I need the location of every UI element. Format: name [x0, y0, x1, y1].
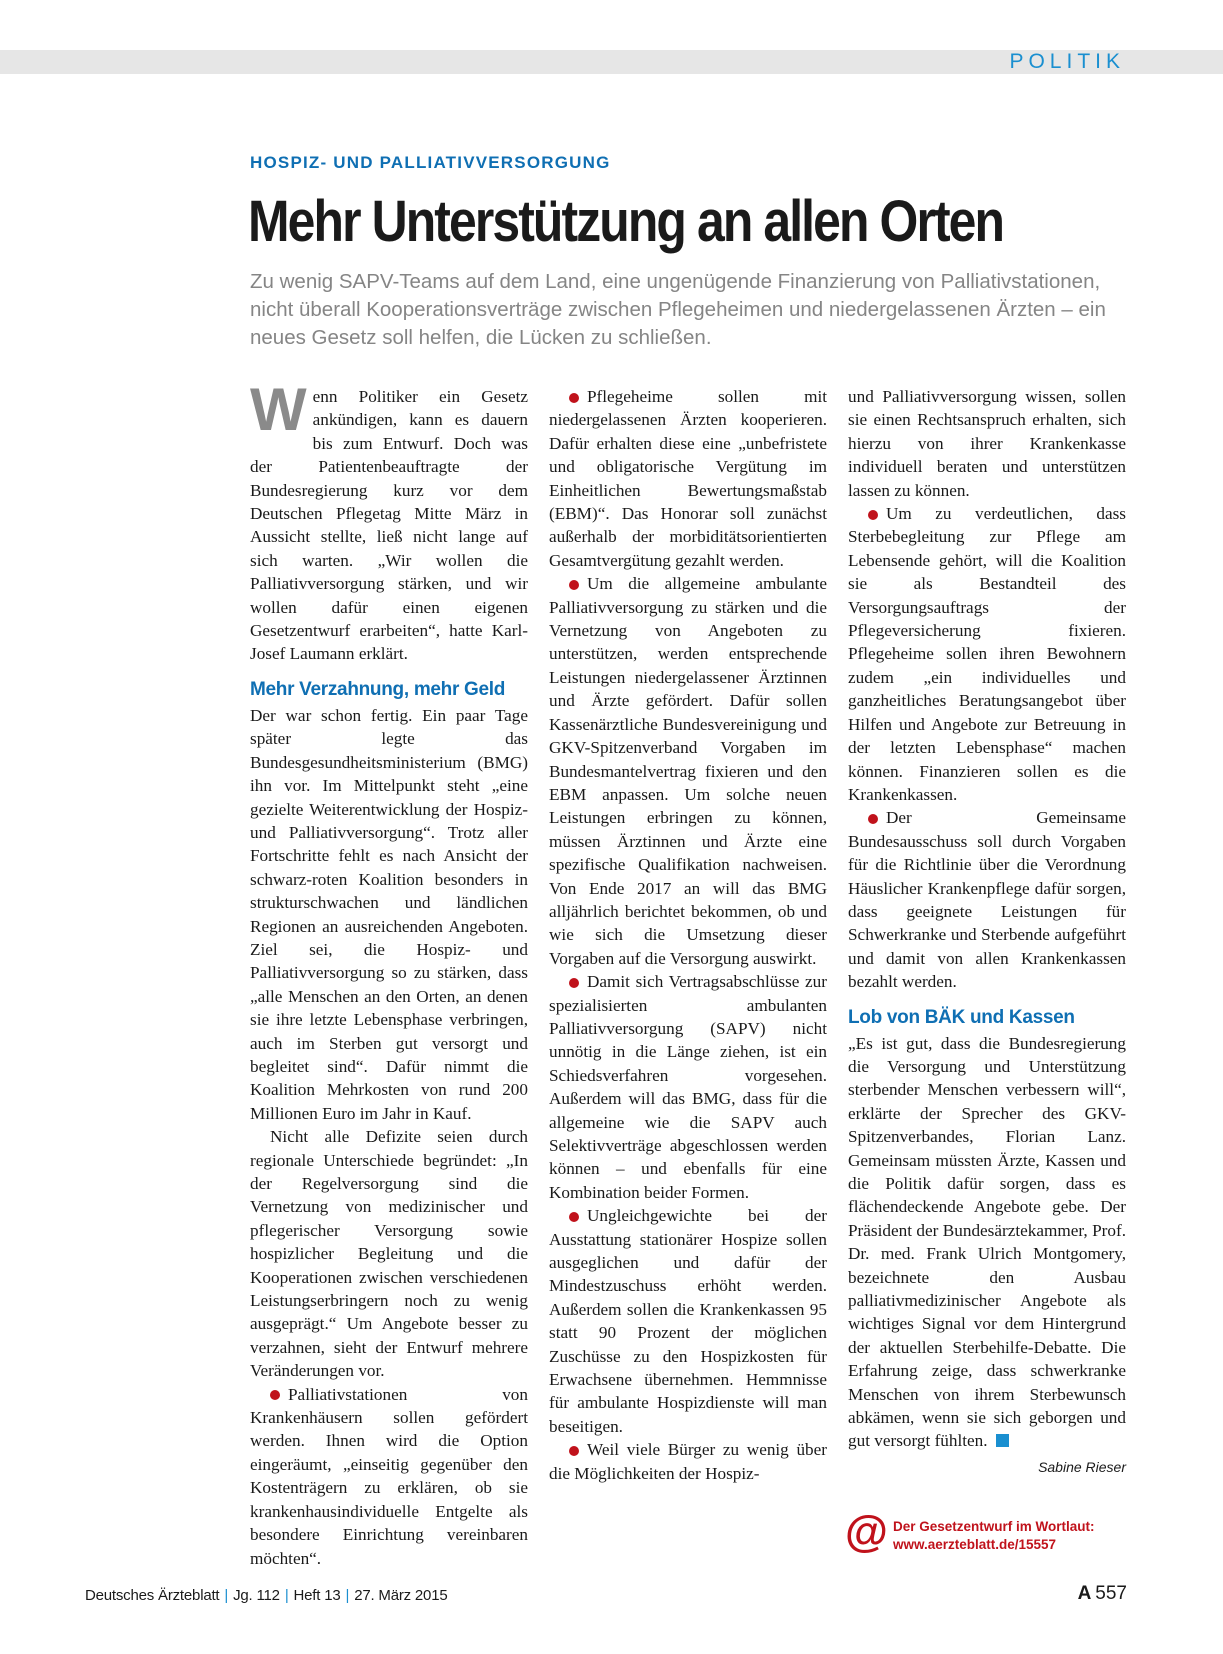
separator: | [284, 1587, 289, 1604]
page-number-value: 557 [1095, 1583, 1127, 1604]
bullet-icon [868, 814, 878, 824]
intro-text: enn Politiker ein Gesetz ankündigen, kann es dauern bis zum Entwurf. Doch was der Patientenbeauftragte der Bundesregierung kurz vor dem Deutschen Pflegetag Mitte März in Aussicht stellte, ließ nicht lange auf sich warten. „Wir wollen die Palliativversorgung stärken, und wir wollen dafür einen eigenen Gesetzentwurf erarbeiten“, hatte Karl-Josef Laumann erklärt. [250, 387, 528, 664]
bullet-item [848, 806, 1126, 993]
bullet-item [848, 502, 1126, 806]
drop-cap: W [250, 376, 307, 443]
bullet-text: Der Gemeinsame Bundesausschuss soll durch Vorgaben für die Richtlinie über die Verordnung Häuslicher Krankenpflege dafür sorgen, dass geeignete Leistungen für Schwerkranke und Sterbende aufgeführt und damit von allen Krankenkassen bezahlt werden. [848, 808, 1126, 992]
bullet-icon [569, 1212, 579, 1222]
bullet-item [549, 572, 827, 970]
end-mark-icon [996, 1434, 1009, 1447]
bullet-text: Damit sich Vertragsabschlüsse zur spezialisierten ambulanten Palliativversorgung (SAPV) nicht unnötig in die Länge ziehen, ist ein Schiedsverfahren vorgesehen. Außerdem will das BMG, dass für die allgemeine wie die SAPV auch Selektivverträge abgeschlossen werden können – und ebenfalls für eine Kombination beider Formen. [549, 972, 827, 1202]
bullet-text: Palliativstationen von Krankenhäusern sollen gefördert werden. Ihnen wird die Option eingeräumt, „einseitig gegenüber den Kostenträgern zu erklären, ob sie krankenhausindividuelle Entgelte als besondere Einrichtung vereinbaren möchten“. [250, 1384, 528, 1568]
body-paragraph: Der war schon fertig. Ein paar Tage später legte das Bundesgesundheitsministerium (BMG) ihn vor. Im Mittelpunkt steht „eine gezielte Weiterentwicklung der Hospiz- und Palliativversorgung“. Trotz aller Fortschritte fehlt es nach Ansicht der schwarz-roten Koalition besonders in strukturschwachen und ländlichen Regionen an ausreichenden Angeboten. Ziel sei, die Hospiz- und Palliativversorgung so zu stärken, dass „alle Menschen an den Orten, an denen sie ihre letzte Lebensphase verbringen, auch im Sterben gut versorgt und begleitet sind“. Dafür nimmt die Koalition Mehrkosten von rund 200 Millionen Euro im Jahr in Kauf. [250, 705, 528, 1123]
separator: | [345, 1587, 350, 1604]
closing-text: „Es ist gut, dass die Bundesregierung die Versorgung und Unterstützung sterbender Menschen verbessern will“, erklärte der Sprecher des GKV-Spitzenverbandes, Florian Lanz. Gemeinsam müssten Ärzte, Kassen und die Politik dafür sorgen, dass es flächendeckende Angebote gebe. Der Präsident der Bundesärztekammer, Prof. Dr. med. Frank Ulrich Montgomery, bezeichnete den Ausbau palliativmedizinischer Angebote als wichtiges Signal vor dem Hintergrund der aktuellen Sterbehilfe-Debatte. Die Erfahrung zeige, dass schwerkranke Menschen von ihrem Sterbewunsch abkämen, wenn sie sich geborgen und gut versorgt fühlten. [848, 1033, 1126, 1451]
article-kicker: HOSPIZ- UND PALLIATIVVERSORGUNG [250, 153, 611, 172]
separator: | [224, 1587, 229, 1604]
journal-issue: Heft 13 [293, 1587, 341, 1604]
issue-date: 27. März 2015 [354, 1587, 448, 1604]
article-column-1 [250, 376, 528, 1570]
bullet-item [549, 1204, 827, 1438]
article-title: Mehr Unterstützung an allen Orten [248, 189, 1004, 254]
journal-name: Deutsches Ärzteblatt [85, 1587, 220, 1604]
bullet-icon [569, 580, 579, 590]
at-sign-icon: @ [845, 1507, 888, 1556]
bullet-icon [569, 978, 579, 988]
bullet-text: Um die allgemeine ambulante Palliativversorgung zu stärken und die Vernetzung von Angeboten zu unterstützen, werden entsprechende Leistungen niedergelassener Ärztinnen und Ärzte gefördert. Dafür sollen Kassenärztliche Bundesvereinigung und GKV-Spitzenverband Vorgaben im Bundesmantelvertrag fixieren und den EBM anpassen. Um solche neuen Leistungen erbringen zu können, müssen Ärztinnen und Ärzte eine spezifische Qualifikation nachweisen. Von Ende 2017 an will das BMG alljährlich berichtet bekommen, ob und wie sich die Umsetzung dieser Vorgaben auf die Versorgung auswirkt. [549, 574, 827, 968]
bullet-text: Um zu verdeutlichen, dass Sterbebegleitung zur Pflege am Lebensende gehört, will die Koalition sie als Bestandteil des Versorgungsauftrags der Pflegeversicherung fixieren. Pflegeheime sollen ihren Bewohnern zudem „ein individuelles und ganzheitliches Beratungsangebot über Hilfen und Angebote zur Betreuung in der letzten Lebensphase“ machen können. Finanzieren sollen es die Krankenkassen. [848, 504, 1126, 804]
body-paragraph: und Palliativversorgung wissen, sollen sie einen Rechtsanspruch erhalten, sich hierzu von ihrer Krankenkasse individuell beraten und unterstützen lassen zu können. [848, 387, 1126, 500]
bullet-item [549, 970, 827, 1204]
bullet-item [549, 385, 827, 572]
weblink-url[interactable]: www.aerzteblatt.de/15557 [893, 1537, 1057, 1552]
weblink-caption: Der Gesetzentwurf im Wortlaut: [893, 1519, 1095, 1534]
body-paragraph: Nicht alle Defizite seien durch regionale Unterschiede begründet: „In der Regelversorgung sind die Vernetzung von medizinischer und pflegerischer Versorgung sowie hospizlicher Begleitung und die Kooperationen zwischen verschiedenen Leistungserbringern noch zu wenig ausgeprägt.“ Um Angebote besser zu verzahnen, sieht der Entwurf mehrere Veränderungen vor. [250, 1127, 528, 1381]
weblink-box[interactable] [845, 1507, 1145, 1558]
weblink-text [893, 1518, 1095, 1554]
subheading-lob: Lob von BÄK und Kassen [848, 1006, 1075, 1028]
bullet-icon [270, 1390, 280, 1400]
body-paragraph [848, 1032, 1126, 1453]
bullet-text: Ungleichgewichte bei der Ausstattung stationärer Hospize sollen ausgeglichen und dafür der Mindestzuschuss erhöht werden. Außerdem sollen die Krankenkassen 95 statt 90 Prozent der möglichen Zuschüsse zu den Hospizkosten für Erwachsene übernehmen. Hemmnisse für ambulante Hospizdienste will man beseitigen. [549, 1206, 827, 1436]
journal-volume: Jg. 112 [233, 1587, 280, 1604]
article-column-3 [848, 385, 1126, 1479]
bullet-text: Weil viele Bürger zu wenig über die Möglichkeiten der Hospiz- [549, 1440, 827, 1483]
article-lead: Zu wenig SAPV-Teams auf dem Land, eine ungenügende Finanzierung von Palliativstationen, nicht überall Kooperationsverträge zwischen Pflegeheimen und niedergelassenen Ärzten – ein neues Gesetz soll helfen, die Lücken zu schließen. [250, 270, 1106, 349]
bullet-icon [569, 393, 579, 403]
bullet-icon [569, 1446, 579, 1456]
page-number [1078, 1583, 1127, 1605]
bullet-item [549, 1438, 827, 1485]
subheading-verzahnung: Mehr Verzahnung, mehr Geld [250, 678, 506, 700]
bullet-text: Pflegeheime sollen mit niedergelassenen Ärzten kooperieren. Dafür erhalten diese eine „unbefristete und obligatorische Vergütung im Einheitlichen Bewertungsmaßstab (EBM)“. Das Honorar soll zunächst außerhalb der morbiditätsorientierten Gesamtvergütung gezahlt werden. [549, 387, 827, 570]
author-byline: Sabine Rieser [1038, 1458, 1126, 1475]
page-prefix: A [1077, 1583, 1092, 1604]
intro-paragraph [250, 376, 528, 666]
bullet-item [250, 1383, 528, 1570]
article-column-2 [549, 385, 827, 1485]
section-label: POLITIK [1009, 50, 1125, 73]
bullet-icon [868, 510, 878, 520]
footer-citation [85, 1587, 447, 1604]
